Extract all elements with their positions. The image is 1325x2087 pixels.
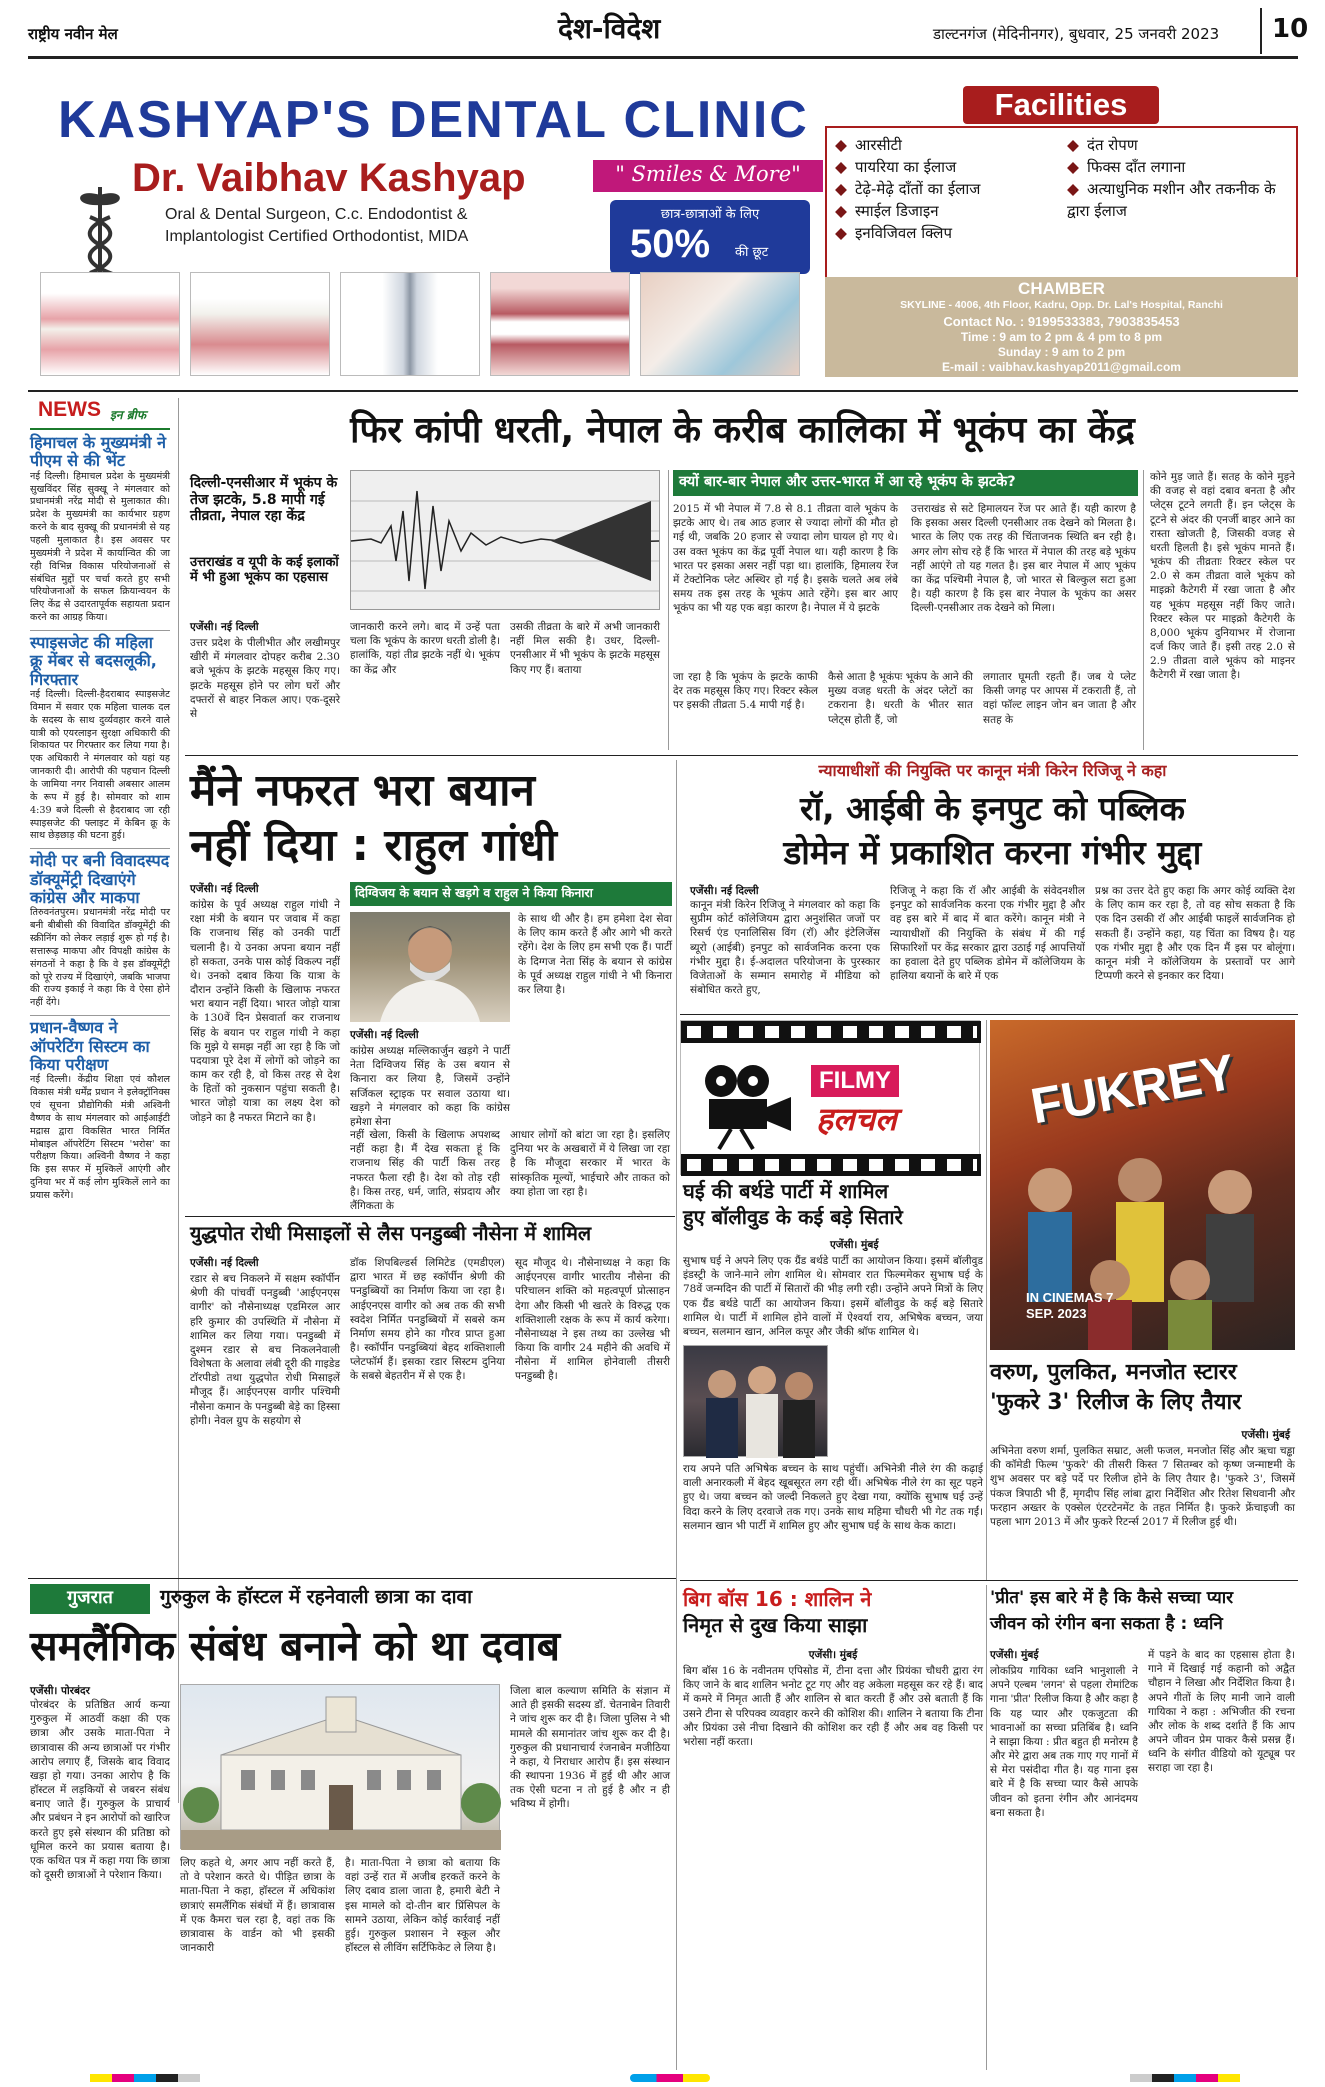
gurukul-building [181, 1685, 501, 1850]
quake-explainer-body-2: उत्तराखंड से सटे हिमालयन रेंज पर आते हैं। यही कारण है कि इसका असर दिल्ली एनसीआर तक देखने को मिलता है। भारत के लिए एक तरह की चिंताजनक स्थिति बन रही है। अगर लोग सोच रहे हैं कि भारत में नेपाल की तरह बड़े भूकंप नहीं आएंगे तो यह गलत है। इस बार नेपाल में आए भूकंप का केंद्र पश्चिमी नेपाल है, जो भारत से बिल्कुल सटा हुआ है। यही कारण है कि इस बार नेपाल के भूकंप का असर दिल्ली-एनसीआर तक देखने को मिला। [911, 503, 1136, 615]
gujarat-body-1: पोरबंदर के प्रतिष्ठित आर्य कन्या गुरुकुल में आठवीं कक्षा की एक छात्रा और उसके माता-पिता ने छात्रावास की अन्य छात्राओं पर गंभीर आरोप लगाए हैं, जिसके बाद विवाद खड़ा हो गया। उनका आरोप है कि हॉस्टल में लड़कियों से जबरन संबंध बनाए जाते हैं। गुरुकुल के प्राचार्य और प्रबंधन ने इन आरोपों को खारिज करते हुए इसे संस्थान की प्रतिष्ठा को धूमिल करने का प्रयास बताया है। एक कथित पत्र में कहा गया कि छात्रा को दूसरी छात्राओं ने परेशान किया। [30, 1699, 170, 1882]
brief-item [30, 1015, 170, 1203]
rahul-body-1: कांग्रेस के पूर्व अध्यक्ष राहुल गांधी ने रक्षा मंत्री के बयान पर जवाब में कहा कि राजनाथ सिंह को उनकी पार्टी चलानी है। ये उनका अपना बयान नहीं हो सकता, उनके पास कोई विकल्प नहीं थे। उनको दबाव किया कि यात्रा के दौरान उन्होंने किसी के खिलाफ नफरत भरा बयान नहीं दिया। भारत जोड़ो यात्रा के 130वें दिन प्रेसवार्ता कर राजनाथ सिंह के बयान पर राहुल गांधी ने कहा कि मुझे ये समझ नहीं आ रहा है कि जो पदयात्रा पूरे देश में लोगों को जोड़ने का काम कर रही है, वो किस तरह से देश के हितों को नुकसान पहुंचा सकती है। भारत जोड़ो यात्रा का लक्ष्य देश को जोड़ने का है नफरत मिटाने का है। [190, 899, 340, 1124]
doctor-quals-1: Oral & Dental Surgeon, C.c. Endodontist & [165, 206, 468, 223]
registration-marks-center [630, 2074, 710, 2082]
digvijay-byline: एजेंसी। नई दिल्ली [350, 1029, 419, 1041]
dental-photo-implant [340, 272, 480, 376]
film-camera-icon [691, 1059, 801, 1149]
quake-explainer-body-4: कैसे आता है भूकंपः भूकंप के आने की मुख्य वजह धरती के अंदर प्लेटों का टकराना है। धरती के भीतर सात प्लेट्स होती हैं, जो [828, 671, 973, 726]
chamber-time: Time : 9 am to 2 pm & 4 pm to 8 pm [960, 330, 1163, 344]
sidebar-items [30, 434, 170, 1208]
brief-body: नई दिल्ली। दिल्ली-हैदराबाद स्पाइसजेट विमान में सवार एक महिला चालक दल के सदस्य के साथ दुर्व्यवहार करने वाले यात्री को एयरलाइन सुरक्षा अधिकारी की शिकायत पर गिरफ्तार कर लिया गया है। एक अधिकारी ने मंगलवार को यहां यह जानकारी दी। आरोपी की पहचान दिल्ली के जामिया नगर निवासी अबसार आलम के रूप में हुई है। सोमवार को शाम 4:39 बजे दिल्ली से हैदराबाद जा रही स्पाइसजेट की फ्लाइट में केबिन क्रू के साथ छेड़छाड़ की घटना हुई। [30, 689, 170, 842]
quake-body-3: उसकी तीव्रता के बारे में अभी जानकारी नहीं मिल सकी है। उधर, दिल्ली-एनसीआर में भी भूकंप के झटके महसूस किए गए हैं। बताया [510, 621, 660, 676]
biggboss-byline: एजेंसी। मुंबई [808, 1649, 858, 1661]
brief-item [30, 848, 170, 1010]
halchal-logo-text: हलचल [816, 1100, 897, 1138]
diamond-bullet-icon [1067, 140, 1079, 152]
fukrey-poster-date: IN CINEMAS 7 SEP. 2023 [1026, 1290, 1114, 1321]
dateline: डाल्टनगंज (मेदिनीनगर), बुधवार, 25 जनवरी 2023 [933, 25, 1220, 43]
registration-marks-right [1130, 2074, 1240, 2082]
diamond-bullet-icon [835, 140, 847, 152]
facility-item: पायरिया का ईलाज [835, 156, 1063, 178]
offer-tail: की छूट [735, 245, 769, 260]
doctor-quals-2: Implantologist Certified Orthodontist, MIDA [165, 228, 469, 245]
rahul-byline: एजेंसी। नई दिल्ली [190, 883, 259, 895]
quake-divider [668, 470, 669, 750]
quake-right-divider [1143, 470, 1144, 750]
rahul-bottom-rule [185, 1216, 675, 1217]
chamber-contact: Contact No. : 9199533383, 7903835453 [943, 314, 1180, 329]
rijiju-body-3: प्रश्न का उत्तर देते हुए कहा कि अगर कोई व्यक्ति देश के लिए काम कर रहा है, तो वह सोच सकता है कि एक दिन उसकी रॉ और आईबी फाइलें सार्वजनिक हो सकती हैं। उन्होंने कहा, यह चिंता का विषय है। यह एक गंभीर मुद्दा है और एक दिन मैं इस पर बोलूंगा। कानून मंत्री ने कॉलेजियम के प्रस्तावों पर आगे टिप्पणी करने से इनकार कर दिया। [1095, 885, 1295, 983]
section-title: देश-विदेश [558, 12, 661, 45]
offer-text: छात्र-छात्राओं के लिए [660, 207, 760, 222]
quake-explainer-headline: क्यों बार-बार नेपाल और उत्तर-भारत में आ रहे भूकंप के झटके? [673, 470, 1138, 496]
facility-item: टेढ़े-मेढ़े दाँतों का ईलाज [835, 178, 1063, 200]
dhvani-body-2: में पड़ने के बाद का एहसास होता है। गाने में दिखाई गई कहानी को अद्वैत चौहान ने लिखा और निर्देशित किया है। अपने गीतों के लिए मानी जाने वाली गायिका ने कहा : अभिजीत की रचना और लोक के शब्द दर्शाते हैं कि आप अपने जीवन प्रेम पाकर कैसे प्रसन्न हैं। ध्वनि के संगीत वीडियो को यूट्यूब पर सराहा जा रहा है। [1148, 1649, 1295, 1775]
ghai-headline-2: हुए बॉलीवुड के कई बड़े सितारे [683, 1205, 903, 1229]
dhvani-headline-2: जीवन को रंगीन बना सकता है : ध्वनि [990, 1614, 1223, 1634]
dhvani-body-1: लोकप्रिय गायिका ध्वनि भानुशाली ने अपने एल्बम 'लगन' से पहला रोमांटिक गाना 'प्रीत' रिलीज किया है और कहा है कि यह प्यार और एकजुटता की भावनाओं का सच्चा प्रतिबिंब है। ध्वनि ने साझा किया : प्रीत बहुत ही मनोरम है और मेरे द्वारा अब तक गाए गए गानों में से मेरा पसंदीदा गीत है। यह गाना इस बारे में है कि सच्चा प्यार कैसे आपके जीवन को इतना रंगीन और आनंदमय बना सकता है। [990, 1665, 1138, 1819]
quake-byline: एजेंसी। नई दिल्ली [190, 621, 259, 633]
rijiju-kicker: न्यायाधीशों की नियुक्ति पर कानून मंत्री किरेन रिजिजू ने कहा [818, 761, 1167, 780]
gujarat-tag [30, 1584, 150, 1614]
diamond-bullet-icon [1067, 162, 1079, 174]
missile-body-3: सूद मौजूद थे। नौसेनाध्यक्ष ने कहा कि आईएनएस वागीर भारतीय नौसेना की परिचालन शक्ति को महत्वपूर्ण प्रोत्साहन देगा और किसी भी खतरे के विरुद्ध एक शक्तिशाली रक्षक के रूप में कार्य करेगा। नौसेनाध्यक्ष ने इस तथ्य का उल्लेख भी किया कि वागीर 24 महीने की अवधि में नौसेना में शामिल होनेवाली तीसरी पनडुब्बी है। [515, 1257, 670, 1383]
ghai-divider [986, 1020, 987, 1580]
fukrey-poster-title: FUKREY [1026, 1043, 1239, 1135]
rijiju-body-2: रिजिजू ने कहा कि रॉ और आईबी के संवेदनशील इनपुट को सार्वजनिक करना एक गंभीर मुद्दा है और वह इस बारे में बाद में बात करेंगे। कानून मंत्री ने न्यायाधीशों की नियुक्ति के संबंध में की गई सिफारिशों पर केंद्र सरकार द्वारा उठाई गई आपत्तियों का हवाला देते हुए पब्लिक डोमेन में कॉलेजियम के हालिया बयानों के बारे में एक [890, 885, 1085, 983]
fukrey-body: अभिनेता वरुण शर्मा, पुलकित सम्राट, अली फजल, मनजोत सिंह और ऋचा चड्ढा की कॉमेडी फिल्म 'फुकरे' की तीसरी किस्त 7 सितम्बर को कृष्ण जन्माष्टमी के शुभ अवसर पर बड़े पर्दे पर रिलीज होने के लिए तैयार है। 'फुकरे 3', जिसमें पंकज त्रिपाठी भी हैं, मृगदीप सिंह लांबा द्वारा निर्देशित और रितेश सिधवानी और फरहान अख्तर के एक्सेल एंटरटेनमेंट के तहत निर्मित है। फुकरे फ्रेंचाइजी का पहला भाग 2013 में और फुकरे रिटर्न्स 2017 में रिलीज हुई थी। [990, 1445, 1295, 1528]
gujarat-kicker: गुरुकुल के हॉस्टल में रहनेवाली छात्रा का दावा [160, 1586, 473, 1608]
registration-marks-left [90, 2074, 200, 2082]
digvijay-body-right: के साथ थी और है। हम हमेशा देश सेवा के लिए काम करते हैं और आगे भी करते रहेंगे। देश के लिए हम सभी एक हैं। पार्टी के दिग्गज नेता सिंह के बयान से कांग्रेस के पूर्व अध्यक्ष राहुल गांधी ने भी किनारा कर लिया है। [518, 913, 672, 996]
biggboss-headline-1: बिग बॉस 16 : शालिन ने [683, 1587, 872, 1611]
brief-headline: मोदी पर बनी विवादस्पद डॉक्यूमेंट्री दिखाएंगे कांग्रेस और माकपा [30, 851, 170, 907]
footer-color-bar [30, 2074, 1295, 2082]
ghai-byline: एजेंसी। मुंबई [830, 1239, 879, 1251]
rahul-body-3: आधार लोगों को बांटा जा रहा है। इसलिए दुनिया भर के अखबारों में ये लिखा जा रहा है कि मौजूदा सरकार में भारत के सांस्कृतिक मूल्यों, भाईचारे और ताकत को क्या होता जा रहा है। [510, 1129, 670, 1198]
missile-body-2: डॉक शिपबिल्डर्स लिमिटेड (एमडीएल) द्वारा भारत में छह स्कॉर्पीन श्रेणी की पनडुब्बियों का निर्माण किया जा रहा है। आईएनएस वागीर को अब तक की सभी स्वदेश निर्मित पनडुब्बियों में सबसे कम निर्माण समय होने का गौरव प्राप्त हुआ है। स्कॉर्पीन पनडुब्बियां बेहद शक्तिशाली प्लेटफॉर्म हैं। इसका रडार सिस्टम दुनिया के सबसे बेहतरीन में से एक है। [350, 1257, 505, 1383]
quake-explainer-box [673, 470, 1138, 750]
rijiju-byline: एजेंसी। नई दिल्ली [690, 885, 759, 897]
rijiju-bottom-rule [680, 1014, 1298, 1015]
gujarat-tag-text: गुजरात [67, 1587, 113, 1608]
offer-badge [610, 200, 810, 274]
quake-subhead-2: उत्तराखंड व यूपी के कई इलाकों में भी हुआ भूकंप का एहसास [190, 555, 339, 586]
ghai-celebrities [684, 1346, 829, 1458]
dental-photo-smile [490, 272, 630, 376]
facility-item: फिक्स दाँत लगाना [1067, 156, 1292, 178]
offer-percent: 50% [630, 222, 711, 266]
chamber-box [825, 277, 1298, 377]
brief-headline: स्पाइसजेट की महिला क्रू मेंबर से बदसलूकी, गिरफ्तार [30, 632, 157, 689]
gujarat-body-3: है। माता-पिता ने छात्रा को बताया कि वहां उन्हें रात में अजीब हरकतें करने के लिए दबाव डाला जाता है, हमारी बेटी ने इस मामले को दो-तीन बार प्रिंसिपल के सामने उठाया, लेकिन कोई कार्रवाई नहीं हुई। गुरुकुल प्रशासन ने स्कूल और हॉस्टल से लीविंग सर्टिफिकेट ले लिया है। [345, 1857, 500, 1955]
rahul-portrait [350, 912, 510, 1022]
quake-subhead-1: दिल्ली-एनसीआर में भूकंप के तेज झटके, 5.8 मापी गई तीव्रता, नेपाल रहा केंद्र [190, 475, 338, 525]
fukrey-poster [990, 1020, 1295, 1350]
brief-body: तिरुवनंतपुरम। प्रधानमंत्री नरेंद्र मोदी पर बनी बीबीसी की विवादित डॉक्यूमेंट्री की स्क्रीनिंग को लेकर लड़ाई शुरू हो गई है। सत्तारूढ़ माकपा और विपक्षी कांग्रेस के संगठनों ने कहा है कि वे इस डॉक्यूमेंट्री को पूरे राज्य में दिखाएंगे, जबकि भाजपा की राज्य इकाई ने कहा कि वे ऐसा होने नहीं देंगे। [30, 907, 170, 1009]
clinic-name: KASHYAP'S DENTAL CLINIC [58, 91, 809, 149]
brief-logo: इन ब्रीफ [110, 408, 146, 422]
gujarat-divider [676, 1580, 677, 2070]
rahul-headline-1: मैंने नफरत भरा बयान [190, 765, 535, 816]
ghai-party-photo [683, 1345, 828, 1457]
dental-photo-dentures [40, 272, 180, 376]
quake-bottom-rule [185, 755, 1298, 756]
facility-item: स्माईल डिजाइन [835, 200, 1063, 222]
chamber-sunday: Sunday : 9 am to 2 pm [997, 345, 1126, 359]
missile-body-1: रडार से बच निकलने में सक्षम स्कॉर्पीन श्रेणी की पांचवीं पनडुब्बी 'आईएनएस वागीर' को नौसेनाध्यक्ष एडमिरल आर हरि कुमार की उपस्थिति में नौसेना में शामिल कर लिया गया। पनडुब्बी में दुश्मन रडार से बच निकलनेवाली विशेषता के अलावा लंबी दूरी की गाइडेड टॉरपीडो तथा युद्धपोत रोधी मिसाइलें मौजूद हैं। आईएनएस वागीर पश्चिमी नौसेना कमान के पनडुब्बी बेड़े का हिस्सा होगी। नेवल ग्रुप के सहयोग से [190, 1273, 340, 1427]
gurukul-photo [180, 1684, 500, 1849]
digvijay-box-headline: दिग्विजय के बयान से खड़गे व राहुल ने किया किनारा [350, 882, 672, 906]
chamber-address: SKYLINE - 4006, 4th Floor, Kadru, Opp. Dr. Lal's Hospital, Ranchi [900, 299, 1223, 311]
facilities-badge [963, 86, 1159, 124]
doctor-name: Dr. Vaibhav Kashyap [132, 156, 526, 200]
diamond-bullet-icon [835, 206, 847, 218]
dhvani-headline-1: 'प्रीत' इस बारे में है कि कैसे सच्चा प्यार [990, 1588, 1234, 1608]
filmy-halchal-banner [680, 1020, 980, 1175]
quake-right-column: कोने मुड़ जाते हैं। सतह के कोने मुड़ने की वजह से वहां दबाव बनता है और प्लेट्स टूटने लगती हैं। इन प्लेट्स के टूटने से अंदर की एनर्जी बाहर आने का रास्ता खोजती है, जिसकी वजह से धरती हिलती है। इसे भूकंप मानते हैं। भूकंप की तीव्रताः रिक्टर स्केल पर 2.0 से कम तीव्रता वाले भूकंप को माइक्रो कैटेगरी में रखा जाता है और यह भूकंप महसूस नहीं किए जाते। रिक्टर स्केल पर माइक्रो कैटेगरी के 8,000 भूकंप दुनियाभर में रोजाना दर्ज किए जाते हैं। इसी तरह 2.0 से 2.9 तीव्रता वाले भूकंप को माइनर कैटेगरी में रखा जाता है। [1150, 471, 1295, 682]
biggboss-headline-2: निमृत से दुख किया साझा [683, 1613, 868, 1637]
diamond-bullet-icon [835, 162, 847, 174]
paper-name: राष्ट्रीय नवीन मेल [28, 25, 118, 43]
chamber-email: E-mail : vaibhav.kashyap2011@gmail.com [942, 360, 1181, 374]
biggboss-divider [986, 1585, 987, 2070]
facility-item: आरसीटी [835, 134, 1063, 156]
biggboss-body: बिग बॉस 16 के नवीनतम एपिसोड में, टीना दत्ता और प्रियंका चौधरी द्वारा रंग किए जाने के बाद शालिन भनोट टूट गए और वह अकेला महसूस कर रहे हैं। बाद में कमरे में निमृत आती हैं और शालिन से बात करती हैं और उसे बताती हैं कि उसने टीना से परिपक्व व्यवहार करने की कोशिश की। शालिन ने बताया कि टीना और प्रियंका उसे नीचा दिखाने की कोशिश कर रही हैं और अब वह किसी पर भरोसा नहीं करता। [683, 1665, 983, 1748]
dhvani-byline: एजेंसी। मुंबई [990, 1649, 1039, 1661]
missile-headline: युद्धपोत रोधी मिसाइलों से लैस पनडुब्बी नौसेना में शामिल [190, 1222, 592, 1245]
quake-explainer-body-1: 2015 में भी नेपाल में 7.8 से 8.1 तीव्रता वाले भूकंप के झटके आए थे। तब आठ हजार से ज्यादा लोगों की मौत हो गई थी, जबकि 20 हजार से ज्यादा लोग घायल हो गए थे। उस वक्त भूकंप का केंद्र पूर्वी नेपाल था। यही कारण है कि भारत पर इसका असर नहीं पड़ा था। हालांकि, हिमालय रेंज में टेक्टोनिक प्लेट अस्थिर हो गई है। इसके चलते अब लंबे समय तक इस तरह के भूकंप आते रहेंगे। इस बार आए भूकंप का भी यह एक बड़ा कारण है। नेपाल में ये झटके [673, 503, 898, 615]
ad-bottom-rule [28, 390, 1298, 392]
seismograph-wave [351, 471, 659, 609]
dental-photo-child [640, 272, 800, 376]
diamond-bullet-icon [835, 228, 847, 240]
chamber-title: CHAMBER [1018, 279, 1105, 298]
masthead-divider [1260, 8, 1262, 54]
fukrey-headline-1: वरुण, पुलकित, मनजोत स्टारर [990, 1360, 1237, 1385]
ghai-headline-1: घई की बर्थडे पार्टी में शामिल [683, 1179, 889, 1203]
facility-item: अत्याधुनिक मशीन और तकनीक के द्वारा ईलाज [1067, 180, 1276, 220]
gujarat-byline: एजेंसी। पोरबंदर [30, 1685, 90, 1697]
diamond-bullet-icon [1067, 184, 1079, 196]
fukrey-byline: एजेंसी। मुंबई [1241, 1429, 1290, 1441]
gujarat-top-rule [28, 1578, 676, 1579]
dental-photo-bridge [190, 272, 330, 376]
quake-body-2: जानकारी करने लगे। बाद में उन्हें पता चला कि भूकंप के कारण धरती डोली है। हालांकि, यहां तीव्र झटके नहीं थे। भूकंप का केंद्र और [350, 621, 500, 676]
masthead-rule [28, 56, 1298, 59]
facilities-title: Facilities [994, 87, 1128, 122]
brief-headline: हिमाचल के मुख्यमंत्री ने पीएम से की भेंट [30, 433, 166, 471]
seismograph-photo [350, 470, 660, 610]
rijiju-headline-1: रॉ, आईबी के इनपुट को पब्लिक [800, 789, 1185, 828]
brief-headline: प्रधान-वैष्णव ने ऑपरेटिंग सिस्टम का किया परीक्षण [30, 1018, 150, 1074]
digvijay-body: कांग्रेस अध्यक्ष मल्लिकार्जुन खड़गे ने पार्टी नेता दिग्विजय सिंह के उस बयान से किनारा कर लिया है, जिसमें उन्होंने सर्जिकल स्ट्राइक पर सवाल उठाया था। खड़गे ने मंगलवार को कहा कि कांग्रेस हमेशा सेना [350, 1045, 510, 1128]
rahul-photo [350, 912, 510, 1022]
news-logo: NEWS [38, 398, 101, 421]
ghai-body-1: सुभाष घई ने अपने लिए एक ग्रैंड बर्थडे पार्टी का आयोजन किया। इसमें बॉलीवुड इंडस्ट्री के जाने-माने लोग शामिल थे। सोमवार रात फिल्ममेकर सुभाष घई के 78वें जन्मदिन की पार्टी में सितारों की भीड़ लगी रही। उन्होंने अपने मित्रों के लिए एक ग्रैंड बर्थडे पार्टी का आयोजन किया। इसमें बॉलीवुड के कई बड़े सितारे शामिल थे। पार्टी में शामिल होने वालों में ऐश्वर्या राय, अभिषेक बच्चन, जया बच्चन, सलमान खान, अनिल कपूर और जैकी श्रॉफ शामिल थे। [683, 1255, 983, 1338]
quake-explainer-body-5: लगातार घूमती रहती हैं। जब ये प्लेट किसी जगह पर आपस में टकराती हैं, तो वहां फॉल्ट लाइन जोन बन जाता है और सतह के [983, 671, 1136, 726]
tagline-badge [593, 160, 823, 192]
ghai-body-2: राय अपने पति अभिषेक बच्चन के साथ पहुंचीं। अभिनेत्री नीले रंग की कढ़ाई वाली अनारकली में बेहद खूबसूरत लग रही थीं। अभिषेक नीले रंग का सूट पहने हुए थे। जया बच्चन को जल्दी निकलते हुए देखा गया, क्योंकि सुभाष घई उन्हें विदा करने के लिए दरवाजे तक गए। उनके साथ महिमा चौधरी भी गेट तक गईं। सलमान खान भी पार्टी में शामिल हुए और सुभाष घई के साथ केक काटा। [683, 1463, 983, 1532]
digvijay-box [350, 882, 672, 1128]
diamond-bullet-icon [835, 184, 847, 196]
gujarat-body-4: जिला बाल कल्याण समिति के संज्ञान में आते ही इसकी सदस्य डॉ. चेतनाबेन तिवारी ने जांच शुरू कर दी है। जिला पुलिस ने भी मामले की समानांतर जांच शुरू कर दी है। गुरुकुल की प्रधानाचार्य रंजनाबेन मजीठिया ने कहा, ये निराधार आरोप हैं। इस संस्थान की स्थापना 1936 में हुई थी और आज तक ऐसी घटना न तो हुई है और न ही भविष्य में होगी। [510, 1685, 670, 1811]
ghai-body-1b [836, 1345, 984, 1457]
facility-item: इनविजिवल क्लिप [835, 222, 1063, 244]
film-strip-holes-top [687, 1026, 977, 1038]
facilities-left-list [835, 134, 1063, 244]
filmy-logo-text: FILMY [811, 1065, 899, 1097]
quake-headline: फिर कांपी धरती, नेपाल के करीब कालिका में भूकंप का केंद्र [350, 410, 1135, 451]
rahul-body-2: नहीं खेला, किसी के खिलाफ अपशब्द नहीं कहा है। मैं देख सकता हूं कि राजनाथ सिंह की पार्टी किस तरह नफरत फैला रही है। देश को तोड़ रही है। किस तरह, धर्म, जाति, संप्रदाय और लैंगिकता के [350, 1129, 500, 1212]
facility-item: दंत रोपण [1067, 134, 1292, 156]
missile-byline: एजेंसी। नई दिल्ली [190, 1257, 259, 1269]
brief-body: नई दिल्ली। केंद्रीय शिक्षा एवं कौशल विकास मंत्री धर्मेंद्र प्रधान ने इलेक्ट्रॉनिक्स एवं सूचना प्रौद्योगिकी मंत्री अश्विनी वैष्णव के साथ मंगलवार को आईआईटी मद्रास द्वारा विकसित भारत निर्मित मोबाइल ऑपरेटिंग सिस्टम 'भरोस' का परीक्षण किया। अश्विनी वैष्णव ने कहा कि इस सफर में मुश्किलें आएंगी और दुनिया भर में कई लोग मुश्किलें लाने का प्रयास करेंगे। [30, 1074, 170, 1201]
dental-ad [30, 72, 1298, 384]
rijiju-headline-2: डोमेन में प्रकाशित करना गंभीर मुद्दा [783, 833, 1202, 872]
gujarat-headline: समलैंगिक संबंध बनाने को था दवाब [30, 1622, 560, 1670]
rahul-headline-2: नहीं दिया : राहुल गांधी [190, 820, 557, 871]
brief-item [30, 434, 170, 625]
brief-body: नई दिल्ली। हिमाचल प्रदेश के मुख्यमंत्री सुखविंदर सिंह सुक्खू ने मंगलवार को प्रधानमंत्री नरेंद्र मोदी से मुलाकात की। प्रदेश के मुख्यमंत्री का कार्यभार ग्रहण करने के बाद सुक्खू की प्रधानमंत्री से यह पहली मुलाकात है। इस अवसर पर मुख्यमंत्री ने प्रदेश में कार्यान्वित की जा रही विभिन्न विकास परियोजनाओं से संबंधित मुद्दों पर चर्चा करते हुए सभी परियोजनाओं के सफल क्रियान्वयन के लिए केंद्र से उदारतापूर्वक सहायता प्रदान करने का आग्रह किया। [30, 470, 170, 624]
quake-explainer-body-3: जा रहा है कि भूकंप के झटके काफी देर तक महसूस किए गए। रिक्टर स्केल पर इसकी तीव्रता 5.4 मापी गई है। [673, 671, 818, 712]
rijiju-body-1: कानून मंत्री किरेन रिजिजू ने मंगलवार को कहा कि सुप्रीम कोर्ट कॉलेजियम द्वारा अनुशंसित जजों पर रिसर्च एंड एनालिसिस विंग (रॉ) और इंटेलिजेंस ब्यूरो (आईबी) इनपुट को सार्वजनिक करना एक गंभीर मुद्दा है। ई-अदालत परियोजना के पुरस्कार विजेताओं के सम्मान समारोह में मीडिया को संबोधित करते हुए, [690, 899, 880, 997]
quake-body-1: उत्तर प्रदेश के पीलीभीत और लखीमपुर खीरी में मंगलवार दोपहर करीब 2.30 बजे भूकंप के झटके महसूस किए गए। झटके महसूस होने पर लोग घरों और दफ्तरों से बाहर निकल आए। एक-दूसरे से [190, 637, 340, 720]
tagline: " Smiles & More" [615, 162, 801, 186]
page-number: 10 [1272, 14, 1309, 44]
brief-item [30, 630, 170, 843]
biggboss-top-rule [680, 1580, 1298, 1581]
masthead [28, 8, 1309, 58]
sidebar-logo-rule [30, 428, 170, 430]
gujarat-body-2: लिए कहते थे, अगर आप नहीं करते हैं, तो वे परेशान करते थे। पीड़ित छात्रा के माता-पिता ने कहा, हॉस्टल में अधिकांश छात्राएं समलैंगिक संबंधों में हैं। छात्रावास में एक कैमरा चल रहा है, वहां तक कि छात्रावास के वार्डन को भी इसकी जानकारी [180, 1857, 335, 1955]
fukrey-headline-2: 'फुकरे 3' रिलीज के लिए तैयार [990, 1390, 1242, 1415]
facilities-right-list [1067, 134, 1292, 222]
film-strip-holes-bottom [687, 1159, 977, 1171]
